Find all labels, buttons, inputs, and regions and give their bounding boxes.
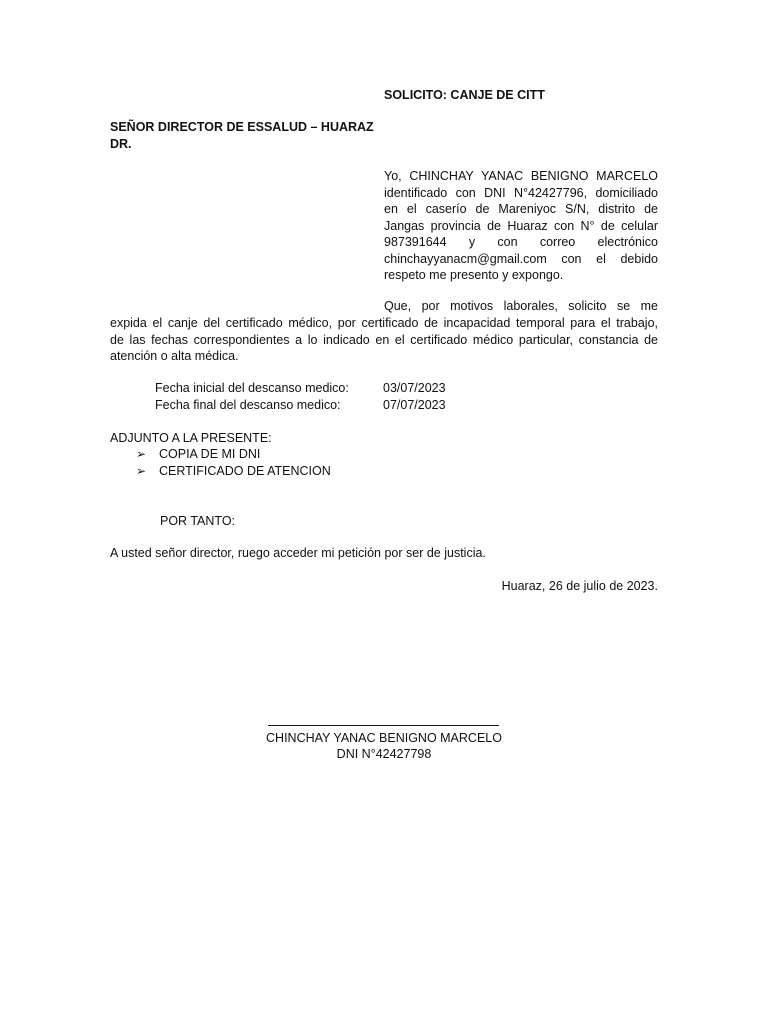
place-date: Huaraz, 26 de julio de 2023. [501,579,658,593]
subject-heading: SOLICITO: CANJE DE CITT [384,88,545,102]
intro-line: 987391644 y con correo electrónico [384,235,658,249]
request-line: atención o alta médica. [110,349,239,363]
date-row-start [155,380,475,397]
date-label: Fecha final del descanso medico: [155,398,341,412]
signature-line [268,725,499,726]
intro-line: respeto me presento y expongo. [384,268,564,282]
request-first-line: Que, por motivos laborales, solicito se me [384,299,658,313]
arrow-bullet-icon: ➢ [136,447,147,461]
date-row-end [155,397,475,414]
intro-line: chinchayyanacm@gmail.com con el debido [384,251,658,266]
intro-line: en el caserío de Mareniyoc S/N, distrito de [384,202,658,216]
request-paragraph [110,315,658,365]
intro-line: identificado con DNI N°42427796, domiciliado [384,185,658,200]
attachment-item [136,446,396,463]
request-line: expida el canje del certificado médico, por certificado de incapacidad temporal para el trabajo, [110,316,658,330]
addressee-title: DR. [110,137,132,151]
attachment-item-text: CERTIFICADO DE ATENCION [159,464,331,478]
intro-paragraph [384,168,658,284]
attachments-heading: ADJUNTO A LA PRESENTE: [110,431,272,445]
attachment-item-text: COPIA DE MI DNI [159,447,261,461]
intro-line: Yo, CHINCHAY YANAC BENIGNO MARCELO [384,169,658,183]
date-value: 03/07/2023 [383,381,446,395]
request-line: de las fechas correspondientes a lo indicado en el certificado médico particular, constancia de [110,332,658,347]
petition-sentence: A usted señor director, ruego acceder mi petición por ser de justicia. [110,546,486,560]
date-label: Fecha inicial del descanso medico: [155,381,349,395]
intro-line: Jangas provincia de Huaraz con N° de celular [384,218,658,233]
signature-name: CHINCHAY YANAC BENIGNO MARCELO [266,731,502,745]
date-value: 07/07/2023 [383,398,446,412]
addressee: SEÑOR DIRECTOR DE ESSALUD – HUARAZ [110,120,374,134]
arrow-bullet-icon: ➢ [136,464,147,478]
attachment-item [136,463,396,480]
por-tanto: POR TANTO: [160,514,236,528]
signature-dni: DNI N°42427798 [336,747,432,761]
